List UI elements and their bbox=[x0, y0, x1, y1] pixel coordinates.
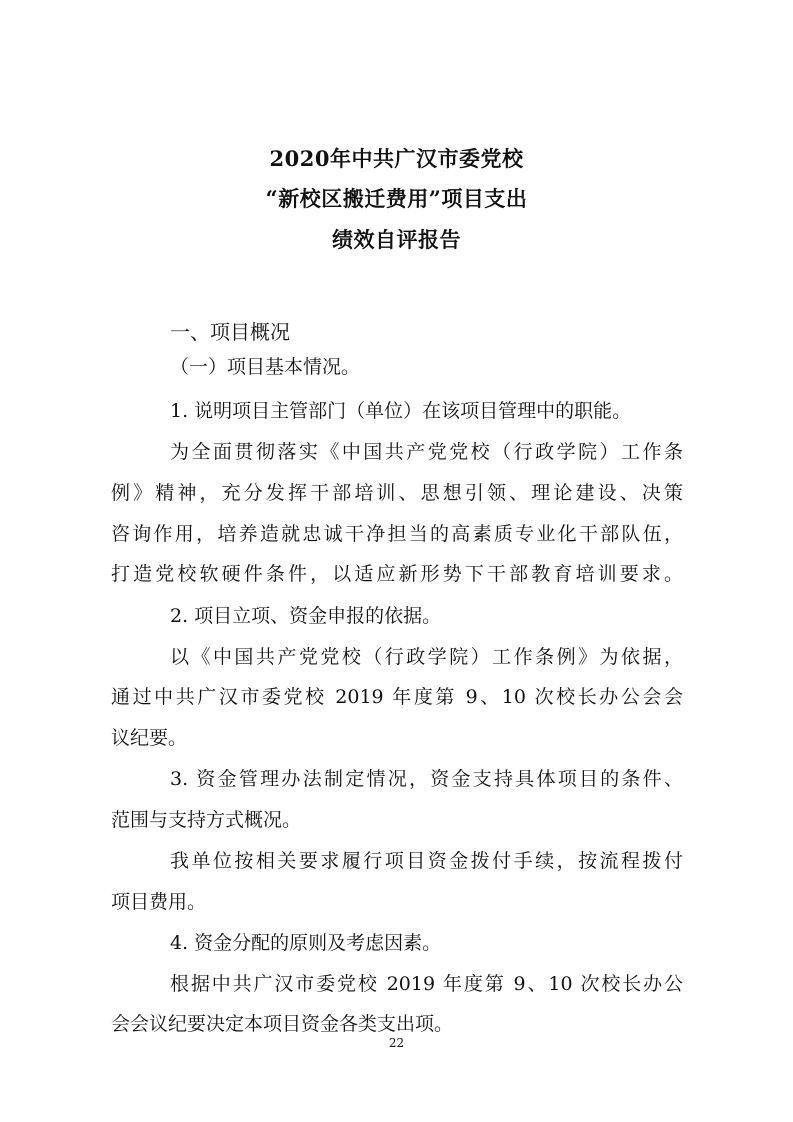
report-title-line-1: 2020年中共广汉市委党校 bbox=[269, 146, 524, 171]
paragraph-1-line-3: 咨询作用，培养造就忠诚干净担当的高素质专业化干部队伍， bbox=[111, 523, 683, 545]
paragraph-1-line-4: 打造党校软硬件条件，以适应新形势下干部教育培训要求。 bbox=[111, 563, 683, 585]
item-2-heading: 2. 项目立项、资金申报的依据。 bbox=[170, 605, 442, 627]
paragraph-4-line-2: 会会议纪要决定本项目资金各类支出项。 bbox=[111, 1013, 454, 1035]
report-title-line-3: 绩效自评报告 bbox=[332, 227, 461, 252]
paragraph-3-line-2: 项目费用。 bbox=[111, 891, 207, 913]
item-1-heading: 1. 说明项目主管部门（单位）在该项目管理中的职能。 bbox=[170, 400, 632, 422]
paragraph-3-line-1: 我单位按相关要求履行项目资金拨付手续，按流程拨付 bbox=[170, 850, 683, 872]
paragraph-2-line-2: 通过中共广汉市委党校 2019 年度第 9、10 次校长办公会会 bbox=[111, 686, 683, 708]
item-3-heading-line-2: 范围与支持方式概况。 bbox=[111, 809, 302, 831]
item-4-heading: 4. 资金分配的原则及考虑因素。 bbox=[170, 932, 442, 954]
paragraph-2-line-3: 议纪要。 bbox=[111, 727, 188, 749]
subsection-heading-basic-info: （一）项目基本情况。 bbox=[170, 356, 361, 378]
paragraph-4-line-1: 根据中共广汉市委党校 2019 年度第 9、10 次校长办公 bbox=[170, 973, 683, 995]
page-number: 22 bbox=[388, 1036, 405, 1050]
paragraph-2-line-1: 以《中国共产党党校（行政学院）工作条例》为依据， bbox=[170, 646, 683, 668]
paragraph-1-line-2: 例》精神，充分发挥干部培训、思想引领、理论建设、决策 bbox=[111, 482, 683, 504]
section-heading-project-overview: 一、项目概况 bbox=[170, 320, 290, 344]
item-3-heading-line-1: 3. 资金管理办法制定情况，资金支持具体项目的条件、 bbox=[170, 768, 683, 790]
paragraph-1-line-1: 为全面贯彻落实《中国共产党党校（行政学院）工作条 bbox=[170, 441, 683, 463]
report-title-line-2: “新校区搬迁费用”项目支出 bbox=[265, 186, 528, 211]
